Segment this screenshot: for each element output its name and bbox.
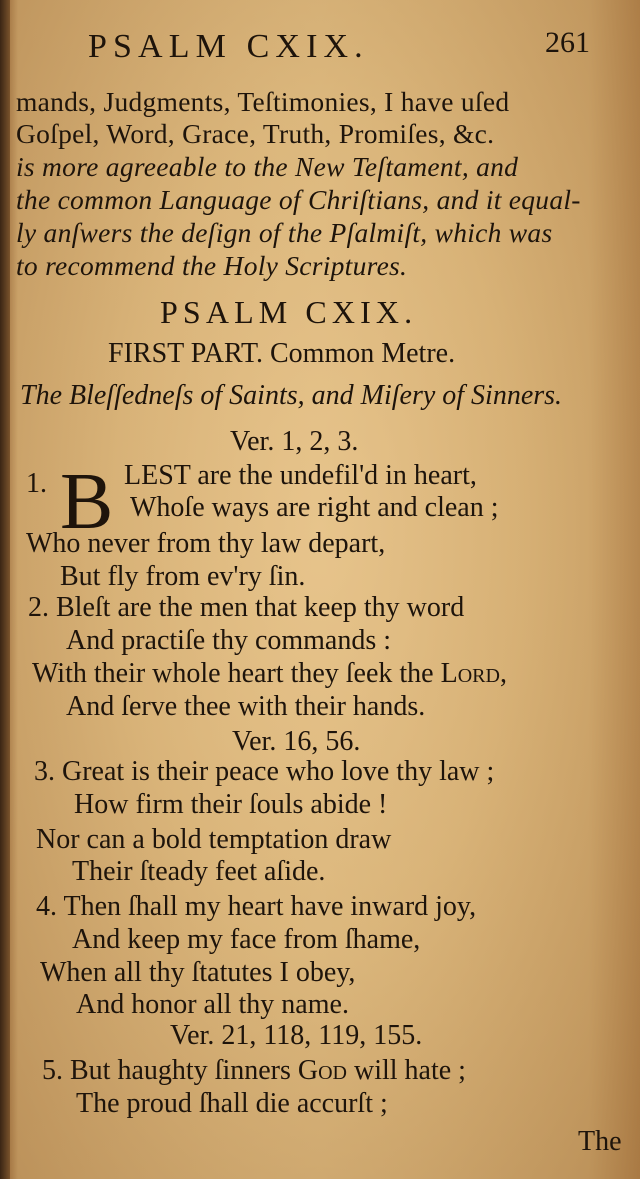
catchword: The [578, 1126, 622, 1157]
verse-line: 3. Great is their peace who love thy law ; [34, 756, 495, 787]
psalm-title: PSALM CXIX. [160, 294, 418, 330]
intro-line: Goſpel, Word, Grace, Truth, Promiſes, &c. [16, 118, 495, 149]
stanza-number: 1. [26, 468, 47, 499]
verse-line: Who never from thy law depart, [26, 528, 386, 559]
running-header-title: PSALM CXIX. [88, 28, 369, 65]
intro-line: ly anſwers the deſign of the Pſalmiſt, which was [16, 217, 553, 248]
verse-reference: Ver. 1, 2, 3. [230, 426, 359, 457]
verse-line: But fly from ev'ry ſin. [60, 561, 306, 592]
verse-line: When all thy ſtatutes I obey, [40, 957, 356, 988]
divine-name: God [297, 1055, 347, 1086]
page-number: 261 [545, 26, 590, 59]
verse-line: 4. Then ſhall my heart have inward joy, [36, 891, 477, 922]
verse-line: 2. Bleſt are the men that keep thy word [28, 592, 465, 623]
verse-line-text: 5. But haughty ſinners [42, 1055, 298, 1086]
verse-line: LEST are the undefil'd in heart, [124, 460, 477, 491]
verse-line-text: With their whole heart they ſeek the [32, 658, 441, 689]
verse-line-text: will hate ; [346, 1055, 466, 1086]
verse-line: And ſerve thee with their hands. [66, 691, 426, 722]
verse-line: And keep my face from ſhame, [72, 924, 421, 955]
verse-line: Nor can a bold temptation draw [36, 824, 392, 855]
intro-line: is more agreeable to the New Teſtament, and [16, 151, 519, 182]
verse-reference: Ver. 16, 56. [232, 726, 361, 757]
verse-line [32, 660, 507, 688]
intro-line: to recommend the Holy Scriptures. [16, 250, 408, 281]
intro-line: the common Language of Chriſtians, and it equal- [16, 184, 581, 215]
divine-name: Lord, [440, 658, 507, 689]
page-binding-edge [0, 0, 10, 1179]
drop-cap: B [60, 458, 114, 546]
verse-line: And honor all thy name. [76, 989, 349, 1020]
psalm-subject: The Bleſſedneſs of Saints, and Miſery of Sinners. [20, 380, 563, 411]
verse-reference: Ver. 21, 118, 119, 155. [170, 1020, 423, 1051]
verse-line: The proud ſhall die accurſt ; [76, 1088, 388, 1119]
verse-line [42, 1057, 466, 1085]
part-title: FIRST PART. Common Metre. [108, 338, 456, 369]
verse-line: Whoſe ways are right and clean ; [130, 492, 499, 523]
verse-line: How firm their ſouls abide ! [74, 789, 388, 820]
intro-line: mands, Judgments, Teſtimonies, I have uſed [16, 86, 510, 117]
verse-line: And practiſe thy commands : [66, 625, 392, 656]
verse-line: Their ſteady feet aſide. [72, 856, 326, 887]
